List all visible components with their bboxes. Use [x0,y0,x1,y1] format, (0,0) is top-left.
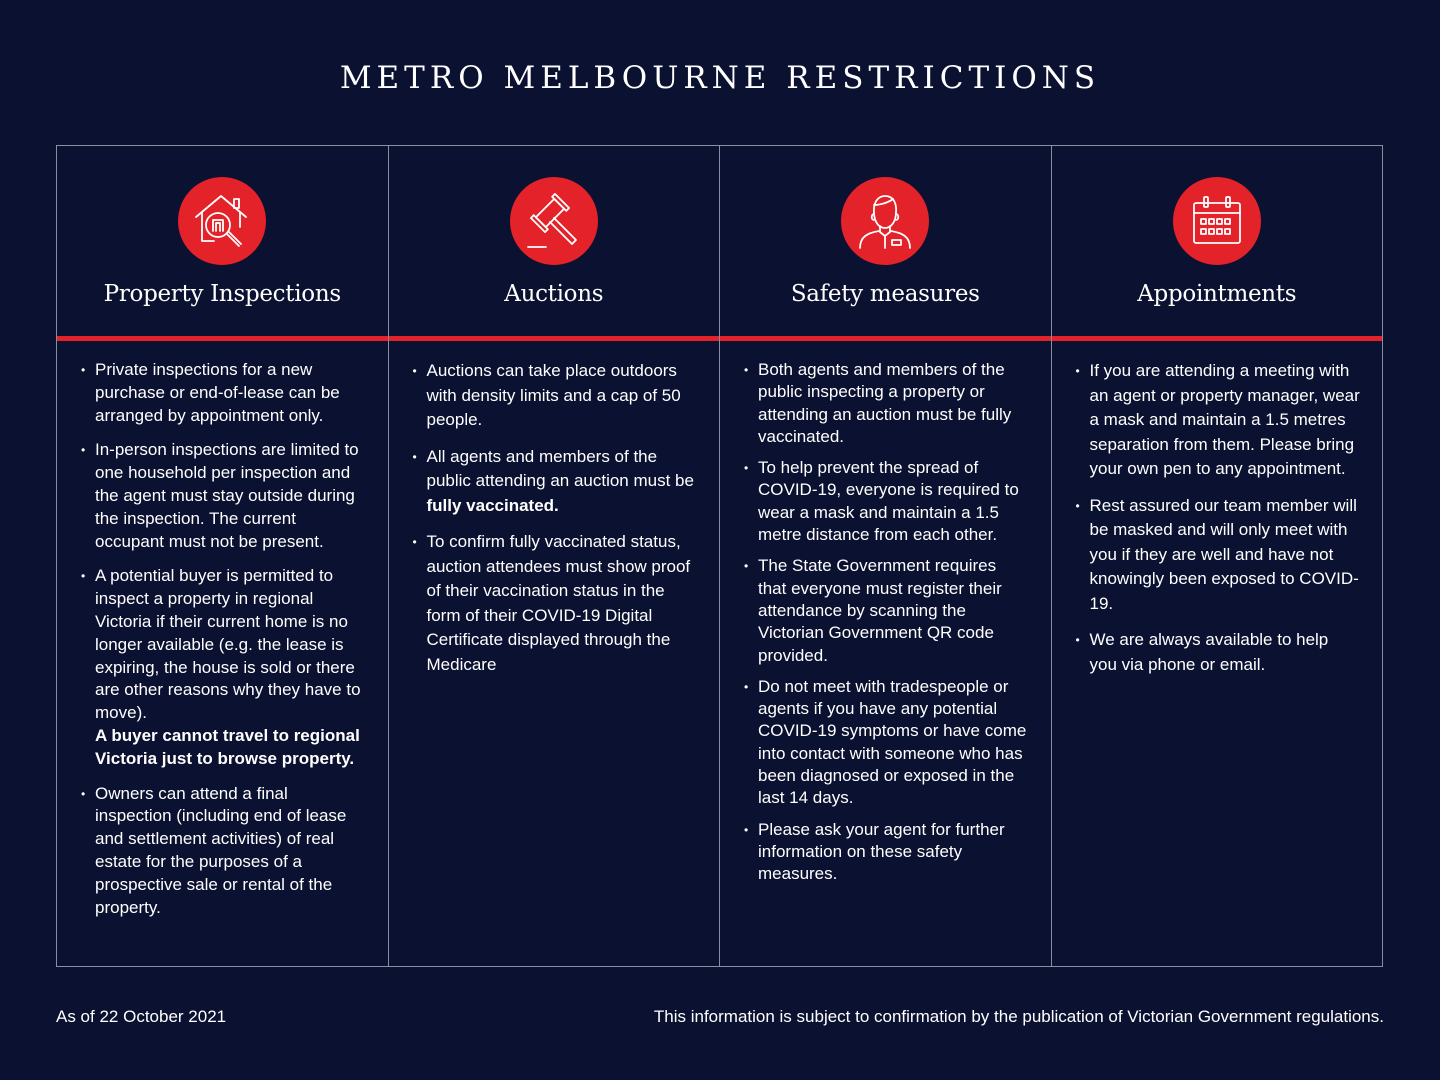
restrictions-grid [56,145,1383,967]
list-item: • Owners can attend a final inspection (including end of lease and settlement activities) of real estate for the purposes of a prospective sale or rental of the property. [95,783,366,920]
column-auctions [389,146,721,966]
list-item: • A potential buyer is permitted to inspect a property in regional Victoria if their current home is no longer available (e.g. the lease is expiring, the house is sold or there are other reasons why they have to move). A buyer cannot travel to regional Victoria just to browse property. [95,565,366,770]
column-header [57,146,388,336]
list-item: • To confirm fully vaccinated status, auction attendees must show proof of their vaccination status in the form of their COVID-19 Digital Certificate displayed through the Medicare [427,530,698,677]
list-item: • Rest assured our team member will be masked and will only meet with you if they are well and have not knowingly been exposed to COVID-19. [1090,494,1361,617]
list-item: • We are always available to help you via phone or email. [1090,628,1361,677]
column-title: Property Inspections [103,281,341,307]
footer-date: As of 22 October 2021 [56,1007,227,1026]
list-item: • Auctions can take place outdoors with density limits and a cap of 50 people. [427,359,698,433]
column-property-inspections [57,146,389,966]
bullet-list [57,341,388,919]
column-header [720,146,1051,336]
gavel-icon [510,177,598,265]
bullet-list [1052,341,1383,677]
column-header [1052,146,1383,336]
column-title: Safety measures [790,281,980,307]
list-item: • The State Government requires that everyone must register their attendance by scanning the Victorian Government QR code provided. [758,555,1029,666]
column-title: Auctions [504,281,604,307]
list-item: • In-person inspections are limited to one household per inspection and the agent must stay outside during the inspection. The current occupant must not be present. [95,439,366,553]
column-title: Appointments [1137,281,1297,307]
list-item: • All agents and members of the public attending an auction must be fully vaccinated. [427,445,698,519]
list-item: • To help prevent the spread of COVID-19, everyone is required to wear a mask and maintain a 1.5 metre distance from each other. [758,457,1029,546]
footer-disclaimer: This information is subject to confirmation by the publication of Victorian Government regulations. [653,1007,1384,1026]
bold-note: fully vaccinated. [426,495,559,515]
calendar-icon [1173,177,1261,265]
bullet-list [720,341,1051,886]
list-item: • Do not meet with tradespeople or agents if you have any potential COVID-19 symptoms or have come into contact with someone who has been diagnosed or exposed in the last 14 days. [758,676,1029,810]
list-item: • Please ask your agent for further information on these safety measures. [758,819,1029,886]
bold-note: A buyer cannot travel to regional Victoria just to browse property. [95,725,360,768]
house-magnifier-icon [178,177,266,265]
list-item: • Private inspections for a new purchase or end-of-lease can be arranged by appointment only. [95,359,366,427]
person-icon [841,177,929,265]
list-item: • Both agents and members of the public inspecting a property or attending an auction must be fully vaccinated. [758,359,1029,448]
list-item: • If you are attending a meeting with an agent or property manager, wear a mask and maintain a 1.5 metres separation from them. Please bring your own pen to any appointment. [1090,359,1361,482]
column-header [389,146,720,336]
bullet-list [389,341,720,677]
column-appointments [1052,146,1383,966]
page-title: METRO MELBOURNE RESTRICTIONS [339,60,1101,96]
column-safety-measures [720,146,1052,966]
